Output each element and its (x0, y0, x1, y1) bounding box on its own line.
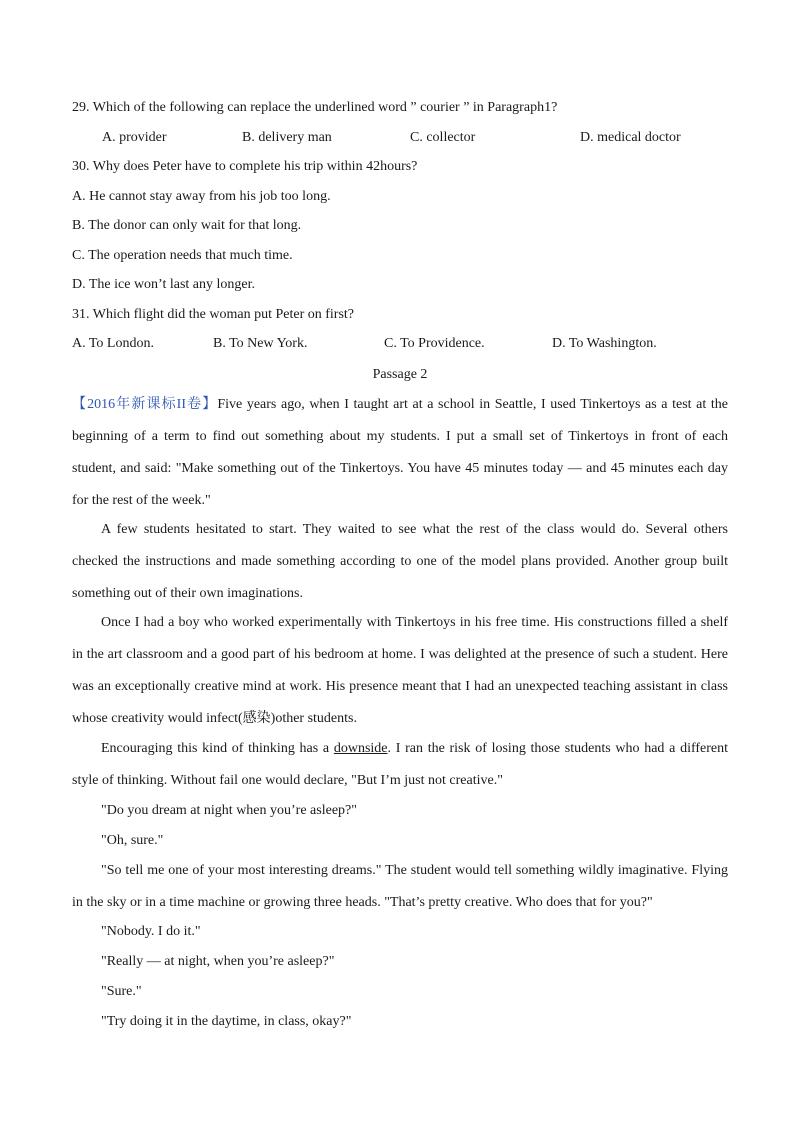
question-29-stem: 29. Which of the following can replace the underlined word ” courier ” in Paragraph1? (72, 100, 558, 115)
q31-option-c: C. To Providence. (384, 336, 485, 351)
q30-option-d: D. The ice won’t last any longer. (72, 277, 255, 292)
paragraph-3-line-3: was an exceptionally creative mind at work. His presence meant that I had an unexpected teaching assistant in class (72, 679, 728, 694)
paragraph-1-text: Five years ago, when I taught art at a school in Seattle, I used Tinkertoys as a test at the (217, 397, 728, 412)
paragraph-1-line-3: student, and said: "Make something out of the Tinkertoys. You have 45 minutes today — and 45 minutes each day (72, 461, 728, 476)
passage-title: Passage 2 (372, 367, 428, 382)
dialogue-line-1: "Do you dream at night when you’re asleep?" (101, 803, 357, 818)
q29-option-c: C. collector (410, 130, 476, 145)
paragraph-3-line-1: Once I had a boy who worked experimentally with Tinkertoys in his free time. His constructions filled a shelf (101, 615, 728, 630)
paragraph-3-line-2: in the art classroom and a good part of his bedroom at home. I was delighted at the presence of such a student. Here (72, 647, 728, 662)
paragraph-2-line-3: something out of their own imaginations. (72, 586, 303, 601)
q30-option-c: C. The operation needs that much time. (72, 248, 293, 263)
underlined-word-downside: downside (333, 741, 388, 756)
paragraph-4-line-2: style of thinking. Without fail one would declare, "But I’m just not creative." (72, 773, 503, 788)
paragraph-4-line-1 (101, 740, 728, 758)
dialogue-line-4: "Nobody. I do it." (101, 924, 201, 939)
source-tag: 【2016年新课标II卷】 (72, 397, 218, 412)
paragraph-2-line-1: A few students hesitated to start. They waited to see what the rest of the class would do. Several others (101, 522, 728, 537)
paragraph-1-line-4: for the rest of the week." (72, 493, 211, 508)
paragraph-2-line-2: checked the instructions and made something according to one of the model plans provided. Another group built (72, 554, 728, 569)
q31-option-a: A. To London. (72, 336, 154, 351)
q31-option-b: B. To New York. (213, 336, 308, 351)
q31-option-d: D. To Washington. (552, 336, 657, 351)
q30-option-b: B. The donor can only wait for that long. (72, 218, 302, 233)
dialogue-line-2: "Oh, sure." (101, 833, 164, 848)
q29-option-a: A. provider (102, 130, 167, 145)
q29-option-d: D. medical doctor (580, 130, 681, 145)
dialogue-line-3a: "So tell me one of your most interesting dreams." The student would tell something wildly imaginative. Flying (101, 863, 728, 878)
q29-option-b: B. delivery man (242, 130, 332, 145)
dialogue-line-6: "Sure." (101, 984, 142, 999)
paragraph-4-text-after: . I ran the risk of losing those students who had a different (387, 741, 729, 756)
dialogue-line-5: "Really — at night, when you’re asleep?" (101, 954, 335, 969)
paragraph-1-line-2: beginning of a term to find out something about my students. I put a small set of Tinkertoys in front of each (72, 429, 728, 444)
question-31-stem: 31. Which flight did the woman put Peter on first? (72, 307, 355, 322)
dialogue-line-3b: in the sky or in a time machine or growing three heads. "That’s pretty creative. Who does that for you?" (72, 895, 653, 910)
question-30-stem: 30. Why does Peter have to complete his trip within 42hours? (72, 159, 418, 174)
paragraph-4-text-before: Encouraging this kind of thinking has a (101, 741, 330, 756)
paragraph-3-line-4: whose creativity would infect(感染)other students. (72, 711, 357, 726)
dialogue-line-7: "Try doing it in the daytime, in class, okay?" (101, 1014, 352, 1029)
paragraph-1-line-1 (72, 396, 728, 414)
q30-option-a: A. He cannot stay away from his job too long. (72, 189, 331, 204)
